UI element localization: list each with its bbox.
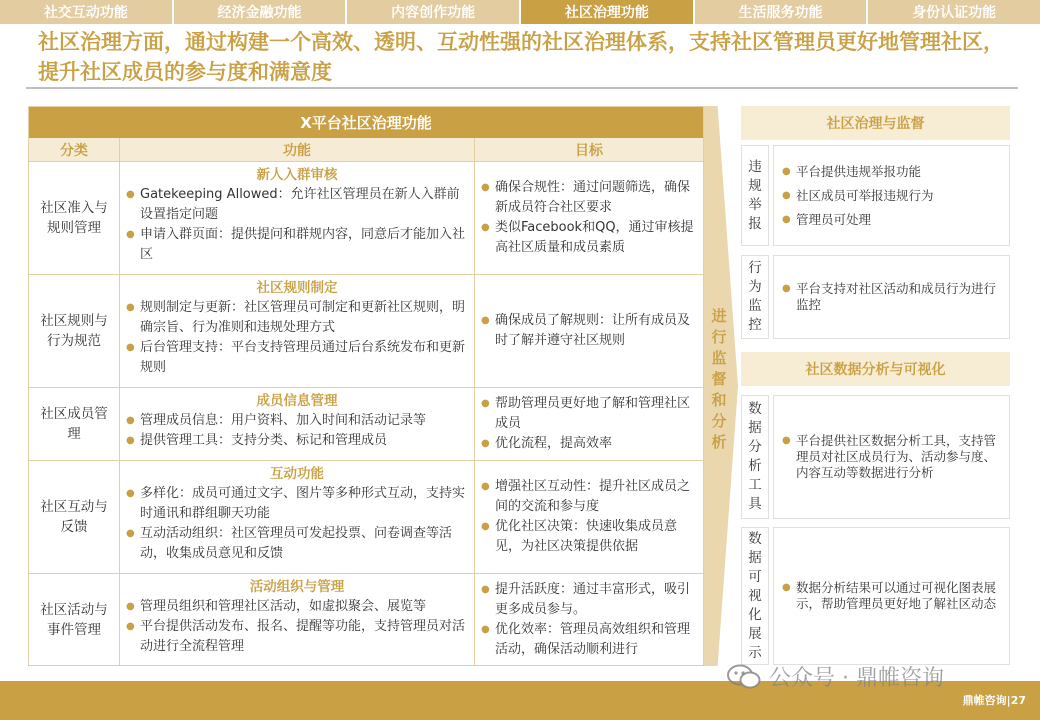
divider [26,87,1018,89]
goal-item: ● 确保成员了解规则：让所有成员及时了解并遵守社区规则 [481,311,695,351]
goal-item: ● 优化效率：管理员高效组织和管理活动，确保活动顺利进行 [481,620,695,660]
row-category: 社区准入与规则管理 [29,162,120,274]
box-content [773,395,1010,519]
tab-finance[interactable]: 经济金融功能 [174,0,346,24]
goal-item: ● 优化社区决策：快速收集成员意见，为社区决策提供依据 [481,517,695,557]
box-item: ● 平台提供社区数据分析工具，支持管理员对社区成员行为、活动参与度、内容互动等数据进行分析 [782,433,1001,481]
tab-life-service[interactable]: 生活服务功能 [695,0,867,24]
goal-item: ● 优化流程，提高效率 [481,434,695,454]
row-goal [475,574,703,665]
table-row [29,275,703,388]
box-side-label: 数据分析工具 [741,395,769,519]
header-function: 功能 [120,138,475,161]
box-violation-report [741,145,1010,246]
box-item: ● 平台提供违规举报功能 [782,164,1001,180]
function-title: 活动组织与管理 [249,579,345,595]
row-function [120,461,475,573]
row-function [120,275,475,387]
tab-identity[interactable]: 身份认证功能 [868,0,1040,24]
goal-item: ● 类似Facebook和QQ，通过审核提高社区质量和成员素质 [481,218,695,258]
tab-social[interactable]: 社交互动功能 [0,0,172,24]
box-item: ● 社区成员可举报违规行为 [782,188,1001,204]
governance-table [28,106,704,666]
box-data-tools [741,395,1010,519]
function-item: ● 后台管理支持：平台支持管理员通过后台系统发布和更新规则 [126,338,468,378]
box-item: ● 平台支持对社区活动和成员行为进行监控 [782,281,1001,313]
row-goal [475,461,703,573]
function-item: ● 管理成员信息：用户资料、加入时间和活动记录等 [126,411,468,431]
table-header [29,138,703,162]
function-item: ● Gatekeeping Allowed：允许社区管理员在新人入群前设置指定问题 [126,185,468,225]
box-data-visualization [741,527,1010,665]
box-content [773,145,1010,246]
box-side-label: 数据可视化展示 [741,527,769,665]
row-goal [475,388,703,460]
box-side-label: 行为监控 [741,255,769,339]
watermark-text: 公众号 · 鼎帷咨询 [769,666,944,691]
top-nav [0,0,1040,24]
tab-content[interactable]: 内容创作功能 [347,0,519,24]
table-row [29,574,703,665]
function-item: ● 提供管理工具：支持分类、标记和管理成员 [126,431,468,451]
function-title: 互动功能 [270,466,324,482]
goal-item: ● 增强社区互动性：提升社区成员之间的交流和参与度 [481,477,695,517]
tab-governance[interactable]: 社区治理功能 [521,0,693,24]
row-goal [475,162,703,274]
arrow-label: 进行监督和分析 [711,307,727,451]
header-category: 分类 [29,138,120,161]
goal-item: ● 提升活跃度：通过丰富形式，吸引更多成员参与。 [481,580,695,620]
row-category: 社区规则与行为规范 [29,275,120,387]
page-headline: 社区治理方面，通过构建一个高效、透明、互动性强的社区治理体系，支持社区管理员更好地管理社区，提升社区成员的参与度和满意度 [38,30,1004,84]
watermark [727,661,944,692]
section-governance-title: 社区治理与监督 [741,106,1010,140]
row-function [120,574,475,665]
row-function [120,162,475,274]
wechat-icon [727,664,761,690]
function-item: ● 多样化：成员可通过文字、图片等多种形式互动，支持实时通讯和群组聊天功能 [126,484,468,524]
box-item: ● 数据分析结果可以通过可视化图表展示，帮助管理员更好地了解社区动态 [782,580,1001,612]
table-row [29,461,703,574]
row-category: 社区互动与反馈 [29,461,120,573]
table-title: X平台社区治理功能 [29,107,703,138]
function-title: 成员信息管理 [256,393,338,409]
goal-item: ● 确保合规性：通过问题筛选，确保新成员符合社区要求 [481,178,695,218]
footer-brand: 鼎帷咨询|27 [962,694,1026,707]
box-item: ● 管理员可处理 [782,212,1001,228]
function-title: 社区规则制定 [256,280,338,296]
row-function [120,388,475,460]
row-goal [475,275,703,387]
function-title: 新人入群审核 [256,167,338,183]
function-item: ● 规则制定与更新：社区管理员可制定和更新社区规则，明确宗旨、行为准则和违规处理方式 [126,298,468,338]
row-category: 社区活动与事件管理 [29,574,120,665]
box-side-label: 违规举报 [741,145,769,246]
goal-item: ● 帮助管理员更好地了解和管理社区成员 [481,394,695,434]
box-content [773,527,1010,665]
box-behavior-monitor [741,255,1010,339]
function-item: ● 平台提供活动发布、报名、提醒等功能，支持管理员对活动进行全流程管理 [126,617,468,657]
header-goal: 目标 [575,142,603,159]
section-data-title: 社区数据分析与可视化 [741,352,1010,386]
function-item: ● 互动活动组织：社区管理员可发起投票、问卷调查等活动，收集成员意见和反馈 [126,524,468,564]
row-category: 社区成员管理 [29,388,120,460]
table-row [29,162,703,275]
table-row [29,388,703,461]
box-content [773,255,1010,339]
function-item: ● 管理员组织和管理社区活动，如虚拟聚会、展览等 [126,597,468,617]
function-item: ● 申请入群页面：提供提问和群规内容，同意后才能加入社区 [126,225,468,265]
